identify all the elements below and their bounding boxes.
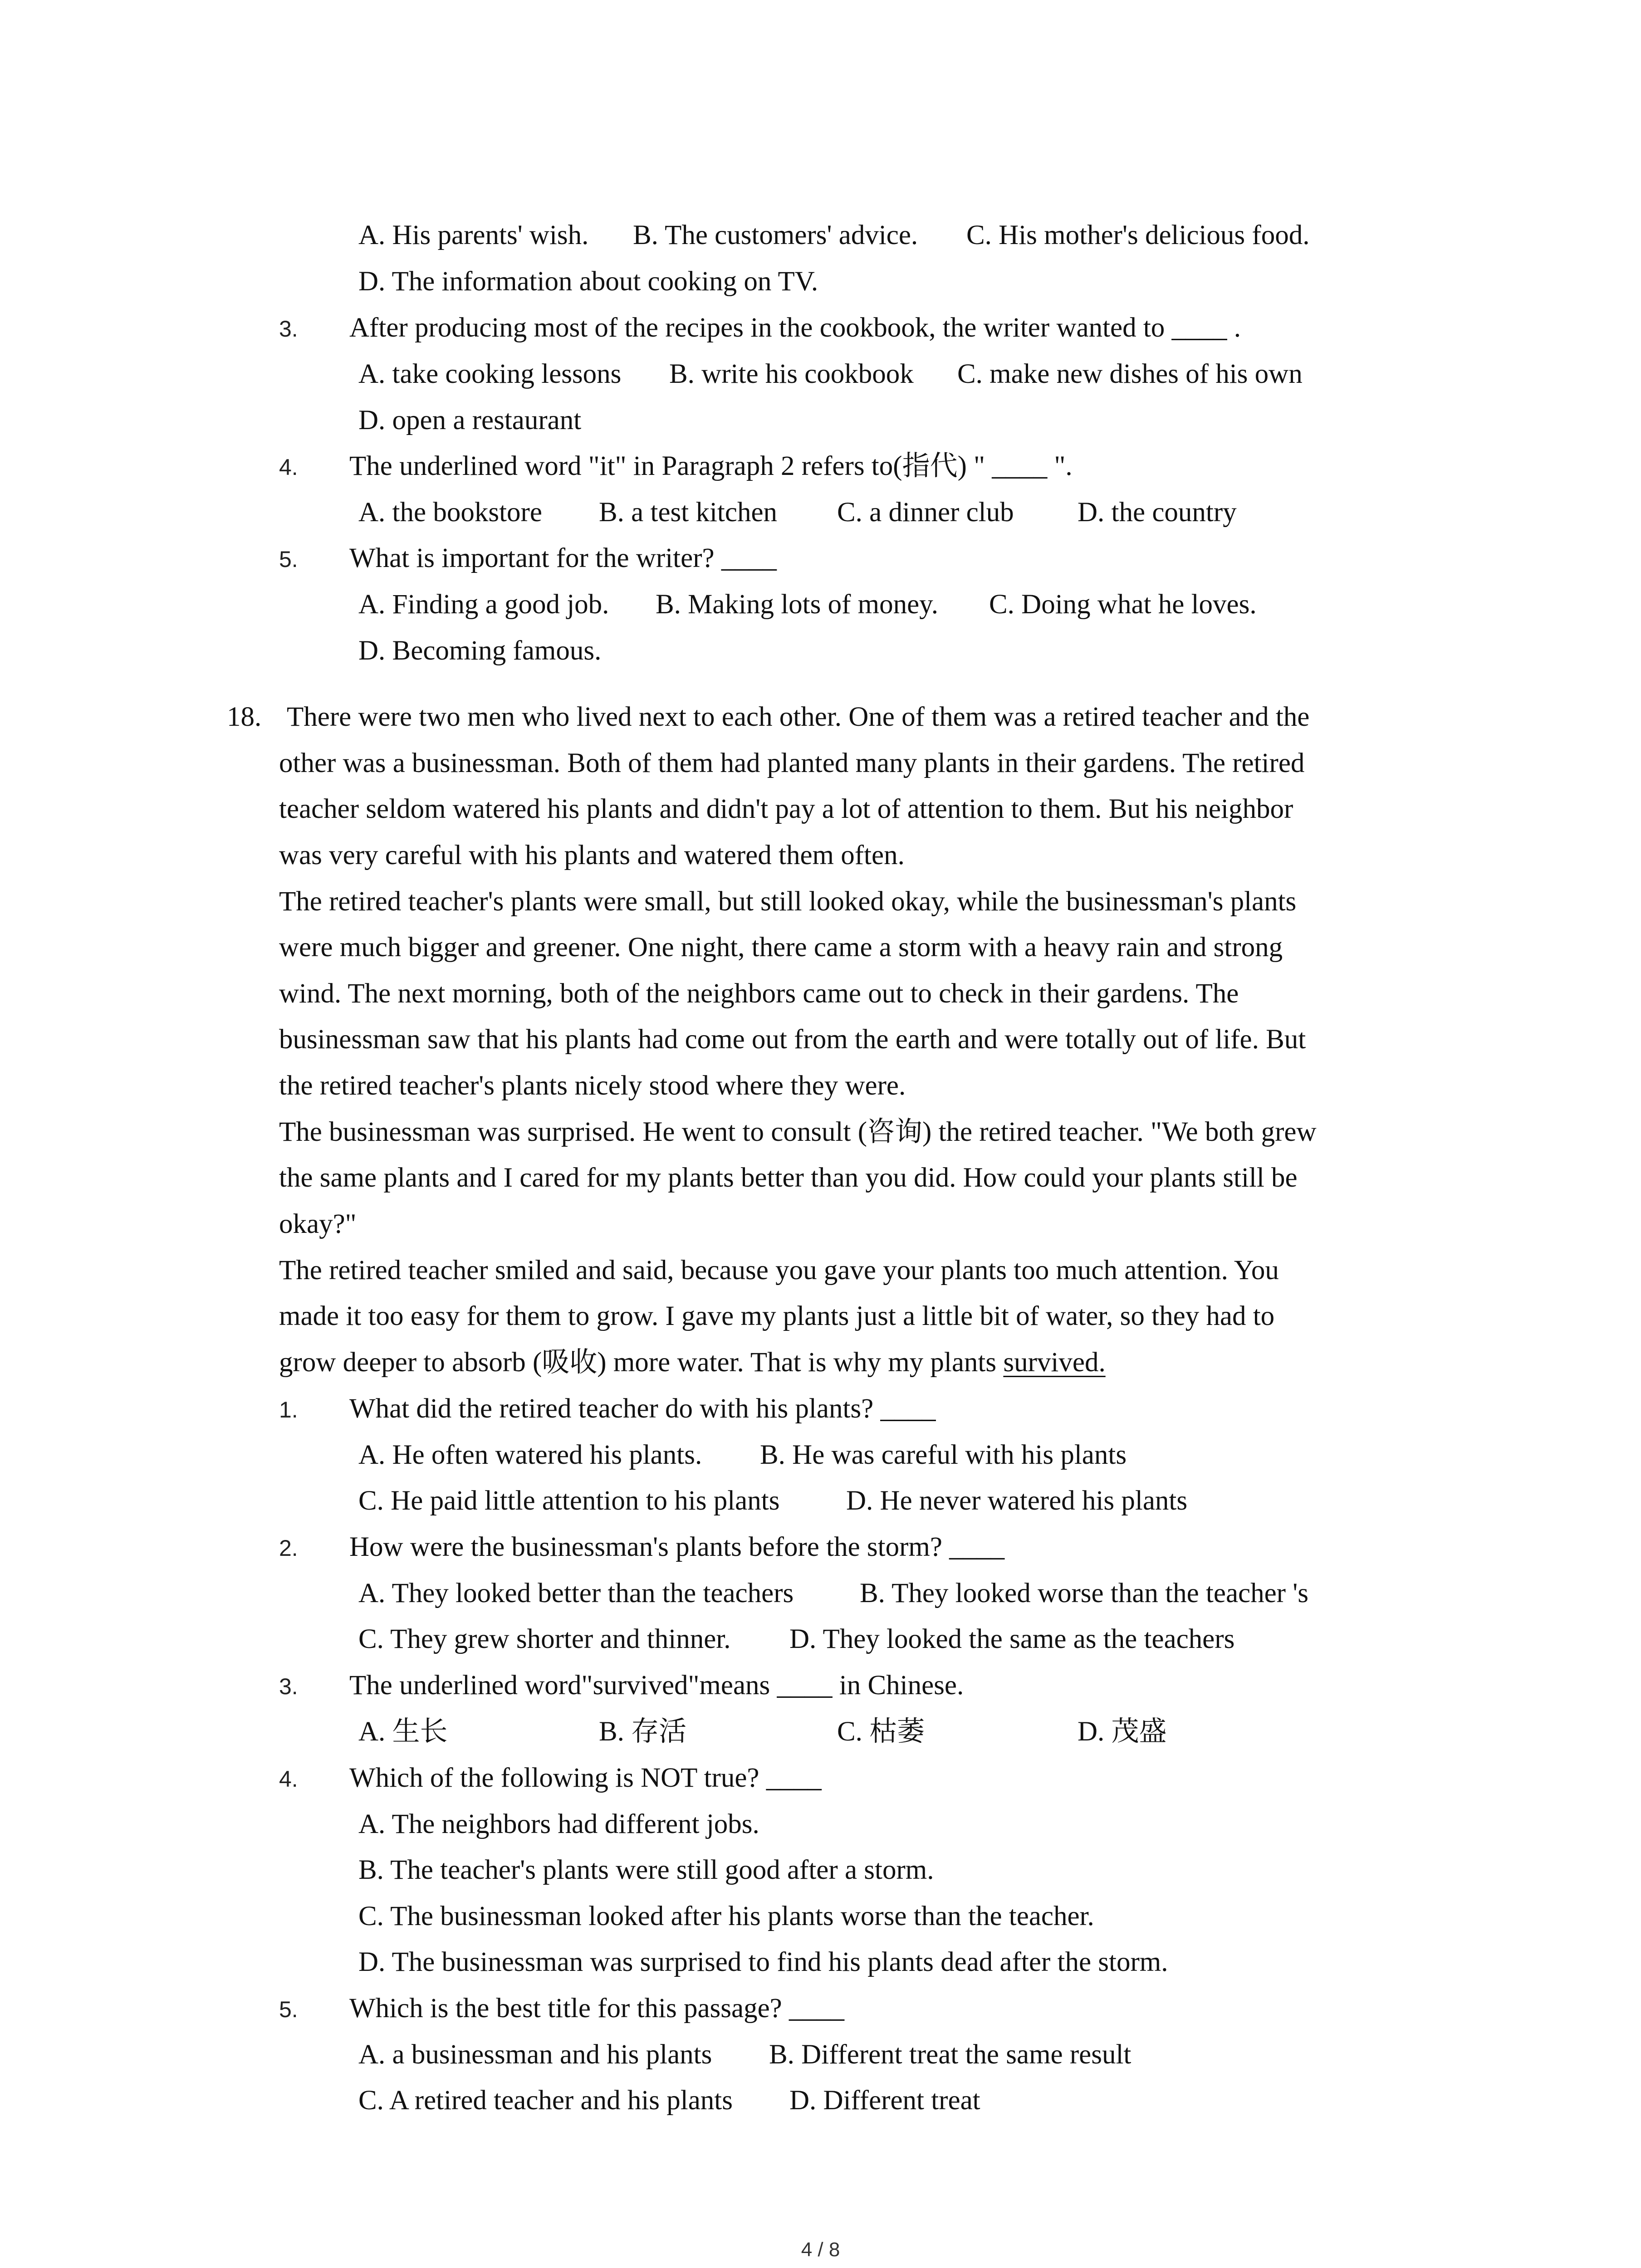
passage-text: grow deeper to absorb (吸收) more water. That is why my plants [279,1347,1004,1378]
prev-q2-option-d[interactable]: D. The information about cooking on TV. [358,266,818,297]
question-text: The underlined word"survived"means ____ in Chinese. [349,1670,964,1701]
q18-1-option-c[interactable]: C. He paid little attention to his plants [358,1486,780,1516]
question-number: 5. [279,1997,298,2022]
passage-line: businessman saw that his plants had come out from the earth and were totally out of life. But [279,1024,1306,1055]
question-text: Which is the best title for this passage? ____ [349,1993,844,2024]
question-text: After producing most of the recipes in the cookbook, the writer wanted to ____ . [349,313,1241,343]
question-number: 3. [279,1674,298,1699]
q18-2-option-b[interactable]: B. They looked worse than the teacher 's [860,1578,1308,1608]
prev-q3-option-d[interactable]: D. open a restaurant [358,405,582,435]
q18-5-option-c[interactable]: C. A retired teacher and his plants [358,2085,733,2116]
passage-line: There were two men who lived next to each other. One of them was a retired teacher and the [287,702,1310,732]
page-number: 4 / 8 [801,2239,840,2261]
question-text: What is important for the writer? ____ [349,543,777,573]
question-text: How were the businessman's plants before the storm? ____ [349,1532,1005,1562]
prev-q2-option-b[interactable]: B. The customers' advice. [633,220,918,250]
prev-q5-option-d[interactable]: D. Becoming famous. [358,635,602,666]
q18-1-option-a[interactable]: A. He often watered his plants. [358,1440,702,1470]
question-number: 4. [279,1766,298,1792]
prev-q4-option-b[interactable]: B. a test kitchen [599,497,778,528]
prev-q3-option-b[interactable]: B. write his cookbook [669,359,914,389]
q18-2-option-c[interactable]: C. They grew shorter and thinner. [358,1624,731,1654]
q18-3-option-c[interactable]: C. 枯萎 [837,1716,925,1747]
prev-q2-option-a[interactable]: A. His parents' wish. [358,220,589,250]
q18-3-option-a[interactable]: A. 生长 [358,1716,448,1747]
passage-line: made it too easy for them to grow. I gave my plants just a little bit of water, so they had to [279,1301,1275,1331]
prev-q5-option-c[interactable]: C. Doing what he loves. [989,589,1257,620]
passage-line: The retired teacher's plants were small, but still looked okay, while the businessman's plants [279,886,1297,917]
passage-line: the retired teacher's plants nicely stood where they were. [279,1070,906,1101]
underlined-word-survived: survived. [1003,1347,1106,1378]
passage-line [279,1349,1106,1376]
q18-5-option-a[interactable]: A. a businessman and his plants [358,2039,712,2070]
q18-3-option-d[interactable]: D. 茂盛 [1078,1716,1167,1747]
q18-4-option-b[interactable]: B. The teacher's plants were still good after a storm. [358,1855,934,1885]
passage-line: were much bigger and greener. One night, there came a storm with a heavy rain and strong [279,932,1283,963]
question-text: What did the retired teacher do with his plants? ____ [349,1393,936,1424]
passage-line: wind. The next morning, both of the neighbors came out to check in their gardens. The [279,978,1239,1009]
question-text: Which of the following is NOT true? ____ [349,1763,822,1793]
q18-5-option-b[interactable]: B. Different treat the same result [769,2039,1132,2070]
prev-q4-option-d[interactable]: D. the country [1078,497,1237,528]
passage-line: the same plants and I cared for my plants better than you did. How could your plants still be [279,1163,1298,1193]
passage-line: The retired teacher smiled and said, because you gave your plants too much attention. You [279,1255,1279,1286]
question-number: 1. [279,1397,298,1422]
q18-2-option-a[interactable]: A. They looked better than the teachers [358,1578,794,1608]
passage-line: other was a businessman. Both of them had planted many plants in their gardens. The retired [279,748,1305,778]
prev-q5-option-b[interactable]: B. Making lots of money. [656,589,938,620]
question-number: 2. [279,1535,298,1561]
q18-4-option-d[interactable]: D. The businessman was surprised to find his plants dead after the storm. [358,1947,1168,1977]
q18-4-option-a[interactable]: A. The neighbors had different jobs. [358,1809,759,1839]
question-number: 3. [279,316,298,342]
passage-number: 18. [227,702,262,732]
question-text: The underlined word "it" in Paragraph 2 refers to(指代) " ____ ". [349,451,1073,481]
passage-line: okay?" [279,1209,357,1239]
prev-q5-option-a[interactable]: A. Finding a good job. [358,589,609,620]
prev-q3-option-c[interactable]: C. make new dishes of his own [957,359,1303,389]
passage-line: was very careful with his plants and watered them often. [279,840,905,870]
prev-q3-option-a[interactable]: A. take cooking lessons [358,359,622,389]
prev-q4-option-a[interactable]: A. the bookstore [358,497,542,528]
q18-5-option-d[interactable]: D. Different treat [789,2085,980,2116]
q18-2-option-d[interactable]: D. They looked the same as the teachers [789,1624,1235,1654]
prev-q4-option-c[interactable]: C. a dinner club [837,497,1014,528]
question-number: 4. [279,455,298,480]
q18-1-option-d[interactable]: D. He never watered his plants [846,1486,1188,1516]
q18-1-option-b[interactable]: B. He was careful with his plants [760,1440,1127,1470]
question-number: 5. [279,547,298,572]
q18-3-option-b[interactable]: B. 存活 [599,1716,687,1747]
passage-line: teacher seldom watered his plants and didn't pay a lot of attention to them. But his neighbor [279,794,1293,824]
prev-q2-option-c[interactable]: C. His mother's delicious food. [966,220,1310,250]
q18-4-option-c[interactable]: C. The businessman looked after his plants worse than the teacher. [358,1901,1094,1931]
passage-line: The businessman was surprised. He went to consult (咨询) the retired teacher. "We both grew [279,1117,1317,1147]
